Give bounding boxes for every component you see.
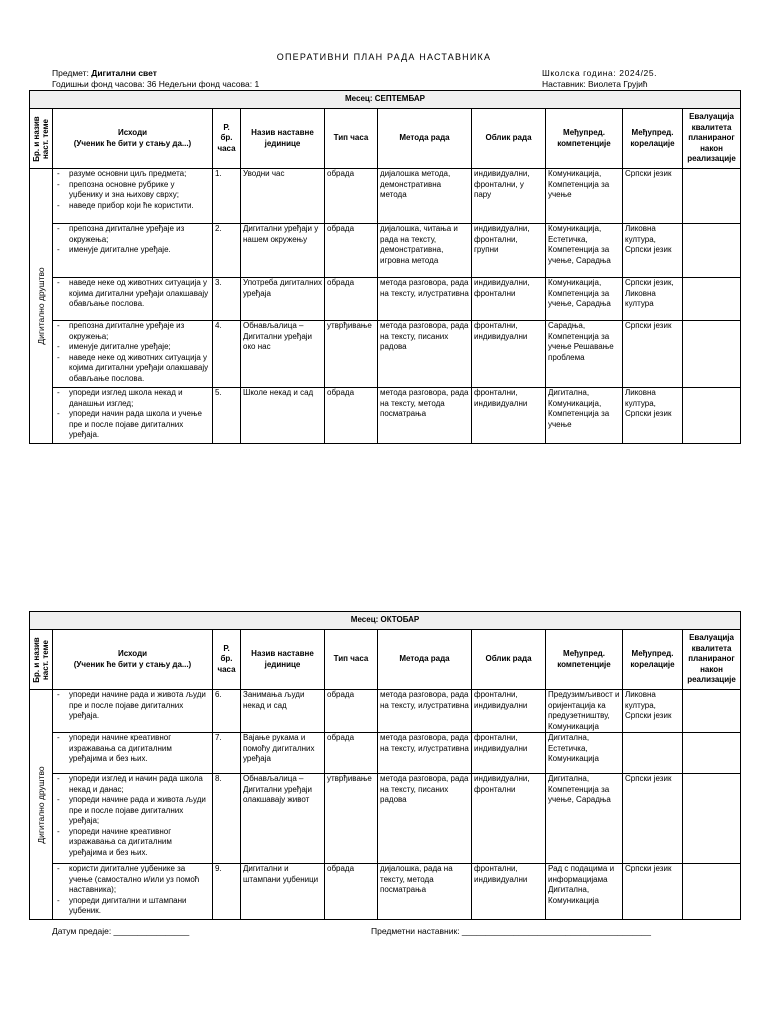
column-header-topic — [30, 109, 53, 169]
submission-date: Датум предаје: ________________ — [52, 926, 190, 936]
work-form: фронтални, индивидуални — [472, 321, 546, 388]
lesson-type: обрада — [325, 388, 378, 444]
lesson-number: 4. — [213, 321, 241, 388]
evaluation-cell — [683, 774, 741, 864]
lesson-unit: Употреба дигиталних уређаја — [241, 278, 325, 321]
outcome-item: - наведе прибор који ће користити. — [69, 201, 210, 212]
lesson-type: обрада — [325, 278, 378, 321]
lesson-type: обрада — [325, 864, 378, 920]
column-header-label: Исходи (Ученик ће бити у стању да...) — [73, 649, 192, 669]
work-form: фронтални, индивидуални — [472, 733, 546, 774]
teaching-method: метода разговора, рада на тексту, писаних радова — [378, 774, 472, 864]
outcome-item: - именује дигиталне уређаје; — [69, 342, 210, 353]
column-header-label: Евалуација квалитета планираног након реализације — [687, 112, 736, 164]
column-header-outcomes — [53, 109, 213, 169]
work-form: фронтални, индивидуални — [472, 388, 546, 444]
outcomes-cell — [53, 224, 213, 278]
work-form: фронтални, индивидуални — [472, 690, 546, 733]
topic-cell — [30, 169, 53, 444]
september-plan-table — [29, 90, 741, 444]
teaching-method: метода разговора, рада на тексту, илустративна — [378, 733, 472, 774]
column-header-type — [325, 109, 378, 169]
outcomes-list — [55, 169, 210, 211]
outcome-item: - упореди дигитални и штампани уџбеник. — [69, 896, 210, 917]
work-form: фронтални, индивидуални — [472, 864, 546, 920]
lesson-unit: Школе некад и сад — [241, 388, 325, 444]
document-title: ОПЕРАТИВНИ ПЛАН РАДА НАСТАВНИКА — [276, 52, 492, 62]
evaluation-cell — [683, 321, 741, 388]
column-header-method — [378, 109, 472, 169]
column-header-label: Метода рада — [399, 133, 450, 143]
topic-name: Дигитално друштво — [35, 267, 46, 345]
outcomes-cell — [53, 278, 213, 321]
cross-curricular-competences: Дигитална, Комуникација, Компетенција за учење — [546, 388, 623, 444]
outcomes-cell — [53, 321, 213, 388]
cross-curricular-correlations: Српски језик — [623, 864, 683, 920]
table-row — [30, 388, 741, 444]
column-header-unit — [241, 630, 325, 690]
column-header-topic — [30, 630, 53, 690]
column-header-label: Р. бр. часа — [217, 643, 236, 674]
cross-curricular-competences: Рад с подацима и информацијама Дигитална, Комуникација — [546, 864, 623, 920]
outcomes-cell — [53, 733, 213, 774]
column-header-unit — [241, 109, 325, 169]
column-header-competences — [546, 630, 623, 690]
lesson-unit: Обнављалица – Дигитални уређаји олакшавају живот — [241, 774, 325, 864]
lesson-number: 9. — [213, 864, 241, 920]
subject-label: Предмет: — [52, 68, 89, 78]
outcomes-list — [55, 321, 210, 384]
column-header-type — [325, 630, 378, 690]
month-heading: Месец: СЕПТЕМБАР — [30, 91, 741, 109]
work-form: индивидуални, фронтални, групни — [472, 224, 546, 278]
lesson-unit: Вајање рукама и помоћу дигиталних уређаја — [241, 733, 325, 774]
cross-curricular-competences: Предузимљивост и оријентација ка предузетништву, Комуникација — [546, 690, 623, 733]
column-header-label: Исходи (Ученик ће бити у стању да...) — [73, 128, 192, 148]
outcome-item: - упореди изглед школа некад и данашњи изглед; — [69, 388, 210, 409]
column-header-label: Р. бр. часа — [217, 122, 236, 153]
table-row — [30, 278, 741, 321]
column-header-correlation — [623, 630, 683, 690]
outcomes-cell — [53, 774, 213, 864]
table-row — [30, 169, 741, 224]
lesson-number: 7. — [213, 733, 241, 774]
outcome-item: - упореди начин рада школа и учење пре и после појаве дигиталних уређаја. — [69, 409, 210, 441]
lesson-type: обрада — [325, 690, 378, 733]
column-header-correlation — [623, 109, 683, 169]
column-header-num — [213, 630, 241, 690]
lesson-unit: Дигитални уређаји у нашем окружењу — [241, 224, 325, 278]
lesson-unit: Обнављалица – Дигитални уређаји око нас — [241, 321, 325, 388]
outcomes-list — [55, 278, 210, 310]
lesson-unit: Дигитални и штампани уџбеници — [241, 864, 325, 920]
outcome-item: - препозна основне рубрике у уџбенику и зна њихову сврху; — [69, 180, 210, 201]
teaching-method: дијалошка, читања и рада на тексту, демонстративна, игровна метода — [378, 224, 472, 278]
column-header-competences — [546, 109, 623, 169]
column-header-label: Међупред. корелације — [630, 649, 675, 669]
column-header-label: Тип часа — [333, 654, 369, 664]
cross-curricular-competences: Комуникација, Естетичка, Компетенција за учење, Сарадња — [546, 224, 623, 278]
column-header-outcomes — [53, 630, 213, 690]
outcome-item: - препозна дигиталне уређаје из окружења; — [69, 321, 210, 342]
column-header-label: Бр. и назив наст. теме — [32, 115, 50, 162]
column-header-label: Евалуација квалитета планираног након реализације — [687, 633, 736, 685]
work-form: индивидуални, фронтални — [472, 278, 546, 321]
cross-curricular-competences: Комуникација, Компетенција за учење, Сарадња — [546, 278, 623, 321]
cross-curricular-correlations: Српски језик — [623, 321, 683, 388]
outcomes-list — [55, 733, 210, 765]
work-form: индивидуални, фронтални — [472, 774, 546, 864]
lesson-type: утврђивање — [325, 774, 378, 864]
subject-value: Дигитални свет — [91, 68, 157, 78]
outcomes-list — [55, 690, 210, 722]
teaching-method: метода разговора, рада на тексту, писаних радова — [378, 321, 472, 388]
column-header-form — [472, 109, 546, 169]
table-row — [30, 690, 741, 733]
cross-curricular-competences: Комуникација, Компетенција за учење — [546, 169, 623, 224]
lesson-type: обрада — [325, 169, 378, 224]
evaluation-cell — [683, 169, 741, 224]
column-header-label: Међупред. компетенције — [557, 649, 611, 669]
teaching-method: метода разговора, рада на тексту, илустративна — [378, 690, 472, 733]
evaluation-cell — [683, 864, 741, 920]
outcome-item: - именује дигиталне уређаје. — [69, 245, 210, 256]
cross-curricular-correlations: Ликовна култура, Српски језик — [623, 690, 683, 733]
column-header-form — [472, 630, 546, 690]
evaluation-cell — [683, 278, 741, 321]
cross-curricular-competences: Дигитална, Компетенција за учење, Сарадња — [546, 774, 623, 864]
evaluation-cell — [683, 388, 741, 444]
cross-curricular-correlations — [623, 733, 683, 774]
lesson-unit: Уводни час — [241, 169, 325, 224]
topic-name: Дигитално друштво — [35, 765, 46, 844]
outcomes-list — [55, 774, 210, 858]
lesson-type: обрада — [325, 733, 378, 774]
column-header-evaluation — [683, 109, 741, 169]
cross-curricular-competences: Дигитална, Естетичка, Комуникација — [546, 733, 623, 774]
annual-hours: Годишњи фонд часова: 36 Недељни фонд часова: 1 — [52, 79, 260, 89]
table-row — [30, 321, 741, 388]
lesson-number: 8. — [213, 774, 241, 864]
evaluation-cell — [683, 224, 741, 278]
column-header-evaluation — [683, 630, 741, 690]
column-header-label: Облик рада — [485, 133, 532, 143]
october-plan-table — [29, 611, 741, 920]
lesson-number: 6. — [213, 690, 241, 733]
table-row — [30, 224, 741, 278]
column-header-label: Тип часа — [333, 133, 369, 143]
table-row — [30, 733, 741, 774]
cross-curricular-competences: Сарадња, Компетенција за учење Решавање проблема — [546, 321, 623, 388]
cross-curricular-correlations: Српски језик — [623, 169, 683, 224]
outcomes-cell — [53, 169, 213, 224]
outcome-item: - упореди начине рада и живота људи пре и после појаве дигиталних уређаја. — [69, 690, 210, 722]
subject-line — [52, 68, 157, 79]
lesson-number: 1. — [213, 169, 241, 224]
lesson-number: 5. — [213, 388, 241, 444]
lesson-type: обрада — [325, 224, 378, 278]
evaluation-cell — [683, 690, 741, 733]
column-header-label: Облик рада — [485, 654, 532, 664]
table-row — [30, 864, 741, 920]
outcomes-cell — [53, 864, 213, 920]
work-form: индивидуални, фронтални, у пару — [472, 169, 546, 224]
month-heading: Месец: ОКТОБАР — [30, 612, 741, 630]
cross-curricular-correlations: Српски језик, Ликовна култура — [623, 278, 683, 321]
teacher-name: Наставник: Виолета Грујић — [542, 79, 648, 89]
teaching-method: метода разговора, рада на тексту, метода посматрања — [378, 388, 472, 444]
outcomes-cell — [53, 690, 213, 733]
teaching-method: дијалошка, рада на тексту, метода посматрања — [378, 864, 472, 920]
outcome-item: - разуме основни циљ предмета; — [69, 169, 210, 180]
table-row — [30, 774, 741, 864]
cross-curricular-correlations: Ликовна култура, Српски језик — [623, 388, 683, 444]
topic-cell — [30, 690, 53, 920]
outcomes-list — [55, 864, 210, 917]
outcome-item: - упореди изглед и начин рада школа некад и данас; — [69, 774, 210, 795]
lesson-number: 3. — [213, 278, 241, 321]
column-header-label: Међупред. корелације — [630, 128, 675, 148]
column-header-method — [378, 630, 472, 690]
outcome-item: - наведе неке од животних ситуација у којима дигитални уређаји олакшавају обављање послова. — [69, 353, 210, 385]
cross-curricular-correlations: Ликовна култура, Српски језик — [623, 224, 683, 278]
column-header-label: Метода рада — [399, 654, 450, 664]
column-header-label: Бр. и назив наст. теме — [32, 636, 50, 683]
column-header-label: Назив наставне јединице — [251, 128, 314, 148]
outcome-item: - упореди начине креативног изражавања са дигиталним уређајима и без њих. — [69, 827, 210, 859]
school-year: Школска година: 2024/25. — [542, 68, 658, 78]
teaching-method: дијалошка метода, демонстративна метода — [378, 169, 472, 224]
outcome-item: - користи дигиталне уџбенике за учење (самостално и/или уз помоћ наставника); — [69, 864, 210, 896]
outcomes-list — [55, 388, 210, 441]
column-header-num — [213, 109, 241, 169]
evaluation-cell — [683, 733, 741, 774]
cross-curricular-correlations: Српски језик — [623, 774, 683, 864]
lesson-number: 2. — [213, 224, 241, 278]
outcome-item: - препозна дигиталне уређаје из окружења; — [69, 224, 210, 245]
outcome-item: - упореди начине рада и живота људи пре и после појаве дигиталних уређаја; — [69, 795, 210, 827]
outcome-item: - наведе неке од животних ситуација у којима дигитални уређаји олакшавају обављање послова. — [69, 278, 210, 310]
column-header-label: Назив наставне јединице — [251, 649, 314, 669]
teaching-method: метода разговора, рада на тексту, илустративна — [378, 278, 472, 321]
outcomes-cell — [53, 388, 213, 444]
outcomes-list — [55, 224, 210, 256]
lesson-type: утврђивање — [325, 321, 378, 388]
subject-teacher-signature: Предметни наставник: ________________________________________ — [371, 926, 652, 936]
lesson-unit: Занимања људи некад и сад — [241, 690, 325, 733]
outcome-item: - упореди начине креативног изражавања са дигиталним уређајима и без њих. — [69, 733, 210, 765]
column-header-label: Међупред. компетенције — [557, 128, 611, 148]
